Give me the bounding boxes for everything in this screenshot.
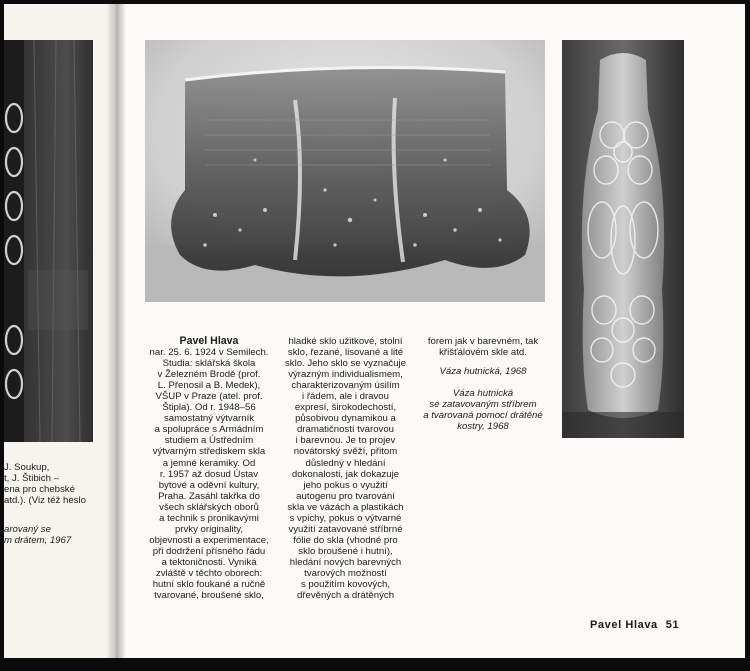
bowl-photo xyxy=(145,40,545,302)
left-page-caption-fragment: arovaný se m drátem, 1967 xyxy=(4,524,72,547)
caption-vase-silver-1968: Váza hutnická se zatavovaným stříbrem a tvarovaná pomocí drátěné kostry, 1968 xyxy=(423,388,543,433)
running-head: Pavel Hlava xyxy=(590,619,658,631)
entry-column-2: hladké sklo užitkové, stolní sklo, řezané, lisované a lité sklo. Jeho sklo se vyznačuje výrazným individualismem, charakterizovaným úsilím i řádem, ale i dravou expresí, širokodechostí, působivou dynamikou a dramatičností tvarovou i barevnou. Je to projev novátorský svěží, přitom důsledný v hledání dokonalosti, jak dokazuje jeho pokus o využití autogenu pro tvarování skla ve vázách a plastikách s vpichy, pokus o výtvarné využití zatavované stříbrné fólie do skla (vhodné pro sklo broušené i hutní), hledání nových barevných tvarových možností s použitím kovových, dřevěných a drátěných xyxy=(284,336,407,602)
entry-name-heading: Pavel Hlava xyxy=(179,335,239,347)
book-gutter xyxy=(106,4,126,658)
page-number: 51 xyxy=(665,619,680,631)
page-footer xyxy=(590,619,694,631)
left-page-photo xyxy=(4,40,93,442)
caption-vase-1968: Váza hutnická, 1968 xyxy=(439,366,527,377)
glass-bowl-graphic xyxy=(145,40,545,302)
left-page-text-fragment: J. Soukup, t, J. Štibich – ena pro chebské atd.). (Viz též heslo xyxy=(4,462,86,507)
entry-column-1 xyxy=(145,336,273,601)
glass-vase-graphic xyxy=(562,40,684,438)
entry-column-3: forem jak v barevném, tak křišťálovém skle atd. xyxy=(427,336,539,359)
entry-column-1-text: nar. 25. 6. 1924 v Semilech. Studia: sklářská škola v Železném Brodě (prof. L. Přenosil a B. Medek), VŠUP v Praze (atel. prof. Štipla). Od r. 1948–56 samostatný výtvarník a spolupráce s Armádním studiem a Ústředním výtvarným střediskem skla a jemné keramiky. Od r. 1957 až dosud Ústav bytové a oděvní kultury, Praha. Zasáhl takřka do všech sklářských oborů a technik s pronikavými prvky originality, objevnosti a experimentace, při dodržení přísného řádu a tektoničnosti. Vyniká zvláště v těchto oborech: hutní sklo foukané a ručně tvarované, broušené sklo, xyxy=(149,347,269,602)
ring-glass-photo-graphic xyxy=(4,40,93,442)
vase-photo xyxy=(562,40,684,438)
